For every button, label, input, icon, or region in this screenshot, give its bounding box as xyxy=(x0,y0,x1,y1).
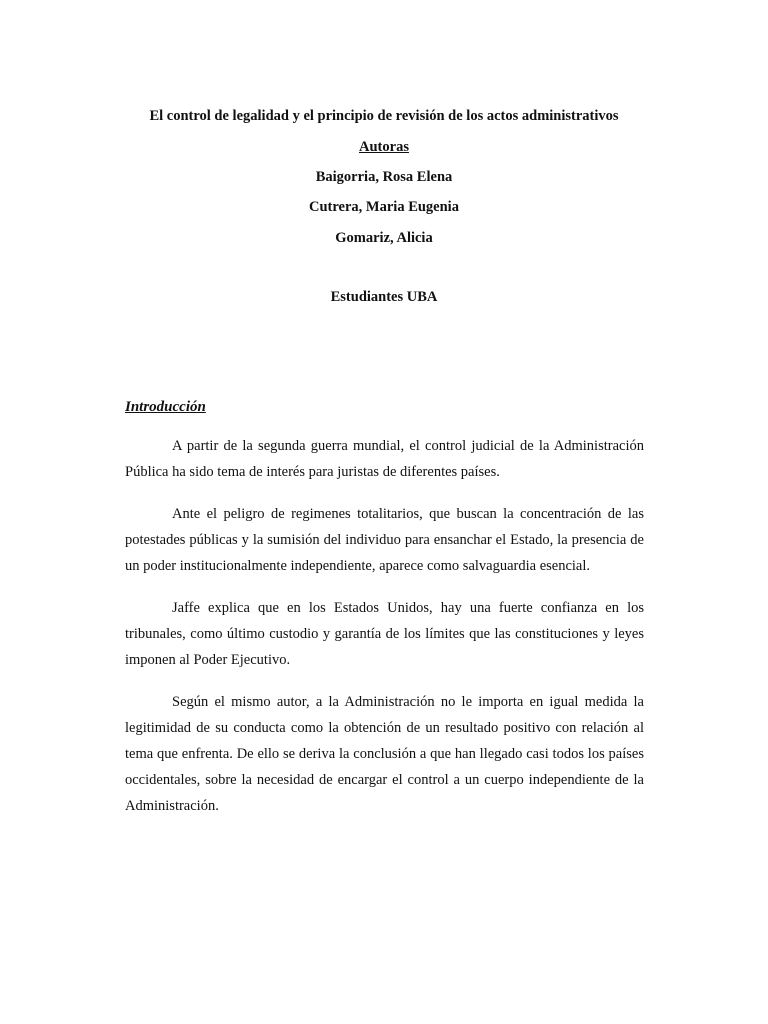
section-heading-introduccion: Introducción xyxy=(125,399,206,415)
paragraph: Jaffe explica que en los Estados Unidos, hay una fuerte confianza en los tribunales, como último custodio y garantía de los límites que las constituciones y leyes imponen al Poder Ejecutivo. xyxy=(125,600,644,668)
authors-label: Autoras xyxy=(359,139,409,155)
author-name: Baigorria, Rosa Elena xyxy=(315,169,453,185)
paragraph: Según el mismo autor, a la Administración no le importa en igual medida la legitimidad de su conducta como la obtención de un resultado positivo con relación al tema que enfrenta. De ello se deriva la conclusión a que han llegado casi todos los países occidentales, sobre la necesidad de encargar el control a un cuerpo independiente de la Administración. xyxy=(125,694,644,814)
document-title: El control de legalidad y el principio de revisión de los actos administrativos xyxy=(149,108,619,124)
author-name: Gomariz, Alicia xyxy=(335,230,433,246)
paragraph: A partir de la segunda guerra mundial, el control judicial de la Administración Pública ha sido tema de interés para juristas de diferentes países. xyxy=(125,438,644,480)
affiliation: Estudiantes UBA xyxy=(330,289,438,305)
paragraph: Ante el peligro de regimenes totalitarios, que buscan la concentración de las potestades públicas y la sumisión del individuo para ensanchar el Estado, la presencia de un poder institucionalmente independiente, aparece como salvaguardia esencial. xyxy=(125,506,644,574)
author-name: Cutrera, Maria Eugenia xyxy=(309,199,459,215)
